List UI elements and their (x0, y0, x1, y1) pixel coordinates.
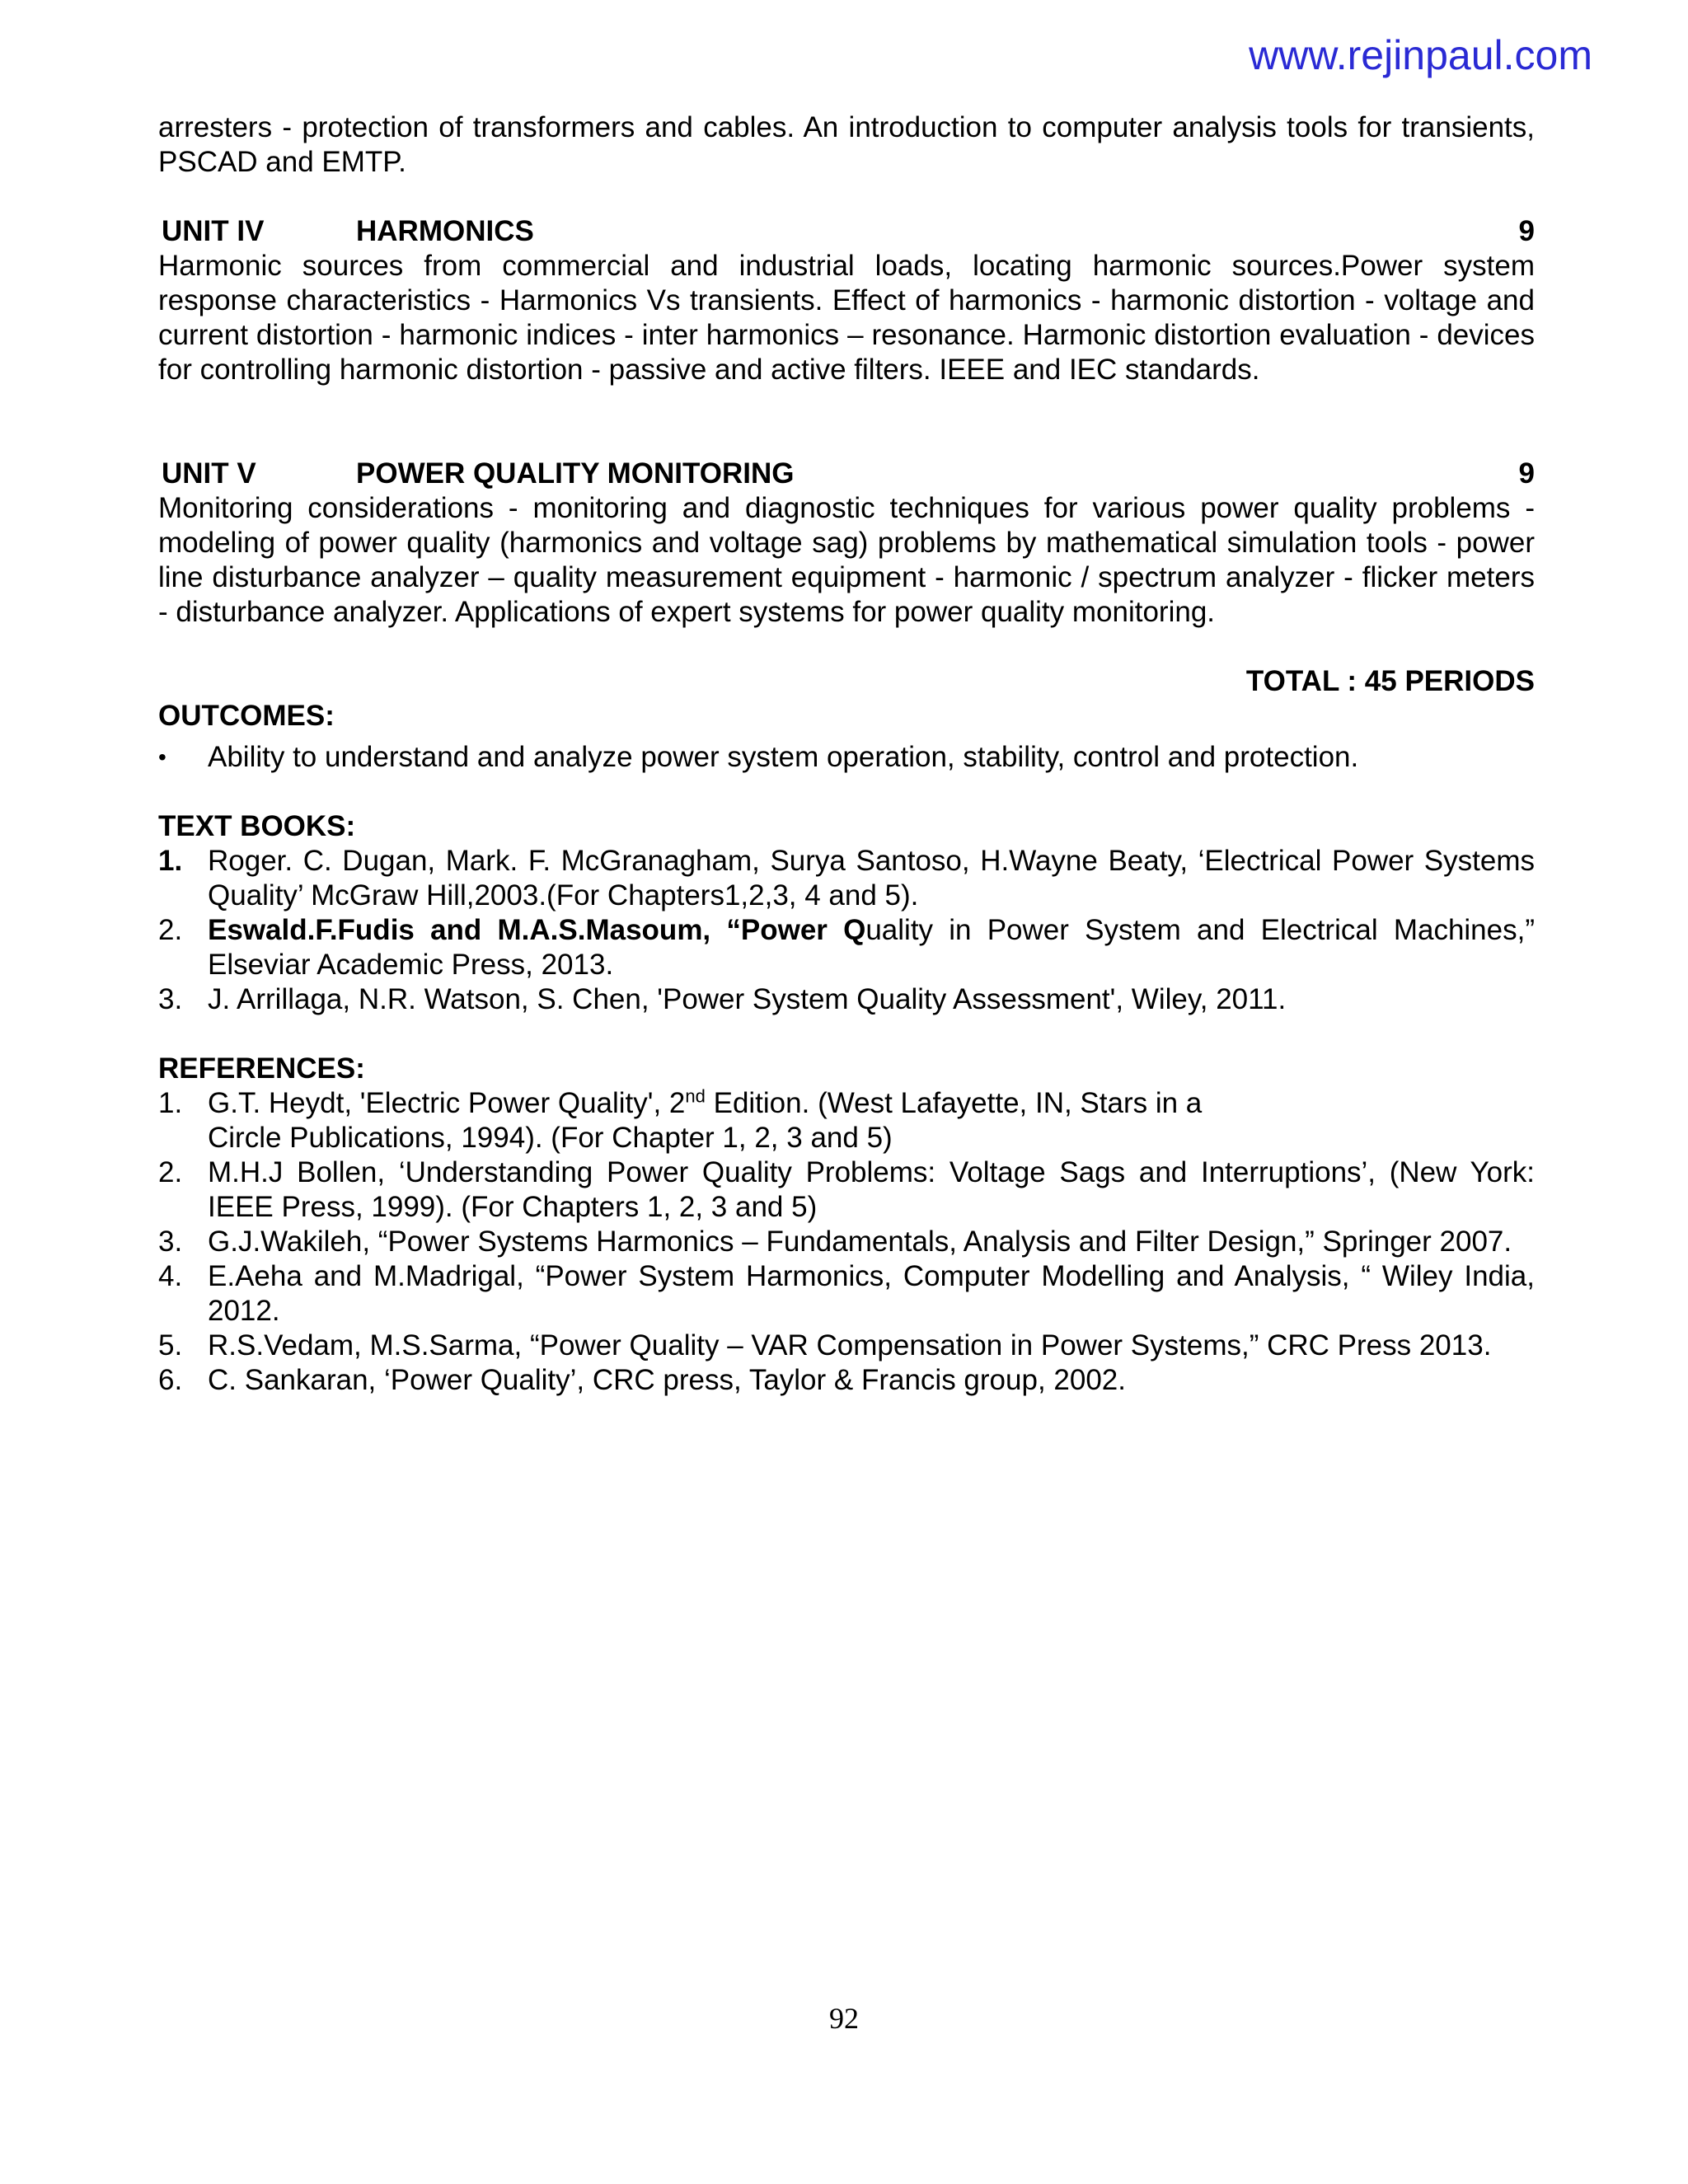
unit5-heading (158, 457, 1535, 491)
ref1-line2: Circle Publications, 1994). (For Chapter 1, 2, 3 and 5) (208, 1122, 893, 1154)
item-text: J. Arrillaga, N.R. Watson, S. Chen, 'Power System Quality Assessment', Wiley, 2011. (208, 983, 1287, 1015)
page-number: 92 (829, 2002, 859, 2035)
bullet-icon: • (158, 744, 166, 770)
references-heading: REFERENCES: (158, 1052, 365, 1085)
outcome-item (158, 740, 1535, 775)
item-text: C. Sankaran, ‘Power Quality’, CRC press, Taylor & Francis group, 2002. (208, 1364, 1126, 1396)
item-number: 1. (158, 1087, 183, 1119)
list-item (158, 844, 1535, 913)
list-item (158, 982, 1535, 1017)
item-text: G.J.Wakileh, “Power Systems Harmonics – Fundamentals, Analysis and Filter Design,” Springer 2007. (208, 1226, 1512, 1258)
unit4-hours: 9 (1518, 215, 1535, 247)
outcome-text: Ability to understand and analyze power system operation, stability, control and protection. (208, 741, 1359, 773)
unit4-title: HARMONICS (356, 215, 534, 247)
list-item (158, 913, 1535, 982)
item-text: Roger. C. Dugan, Mark. F. McGranagham, Surya Santoso, H.Wayne Beaty, ‘Electrical Power Systems Quality’ McGraw Hill,2003.(For Chapters1,2,3, 4 and 5). (208, 845, 1535, 912)
item-rest-text: uality in Power System and Electrical Machines,” Elseviar Academic Press, 2013. (208, 914, 1535, 981)
item-text: R.S.Vedam, M.S.Sarma, “Power Quality – VAR Compensation in Power Systems,” CRC Press 2013. (208, 1329, 1492, 1361)
outcomes-heading: OUTCOMES: (158, 700, 335, 732)
item-number: 3. (158, 1226, 183, 1258)
item-number: 2. (158, 1156, 183, 1188)
references-list (158, 1086, 1535, 1398)
textbooks-list (158, 844, 1535, 1017)
watermark-link[interactable]: www.rejinpaul.com (1249, 32, 1592, 78)
item-bold-text: Eswald.F.Fudis and M.A.S.Masoum, “Power Q (208, 914, 866, 946)
intro-paragraph: arresters - protection of transformers and cables. An introduction to computer analysis tools for transients, PSCAD and EMTP. (158, 111, 1535, 178)
item-text: E.Aeha and M.Madrigal, “Power System Harmonics, Computer Modelling and Analysis, “ Wiley India, 2012. (208, 1260, 1535, 1327)
item-number: 6. (158, 1364, 183, 1396)
list-item (158, 1225, 1535, 1259)
unit4-body: Harmonic sources from commercial and industrial loads, locating harmonic sources.Power system response characteristics - Harmonics Vs transients. Effect of harmonics - harmonic distortion - voltage and current distortion - harmonic indices - inter harmonics – resonance. Harmonic distortion evaluation - devices for controlling harmonic distortion - passive and active filters. IEEE and IEC standards. (158, 250, 1535, 386)
page-content (158, 110, 1535, 1398)
total-periods: TOTAL : 45 PERIODS (1245, 665, 1535, 697)
item-text (208, 1086, 1535, 1155)
item-number: 5. (158, 1329, 183, 1361)
list-item (158, 1329, 1535, 1363)
unit5-body: Monitoring considerations - monitoring and diagnostic techniques for various power quality problems - modeling of power quality (harmonics and voltage sag) problems by mathematical simulation tools - power line disturbance analyzer – quality measurement equipment - harmonic / spectrum analyzer - flicker meters - disturbance analyzer. Applications of expert systems for power quality monitoring. (158, 492, 1535, 628)
ref1-superscript: nd (685, 1085, 706, 1107)
item-number: 3. (158, 983, 183, 1015)
item-text: M.H.J Bollen, ‘Understanding Power Quality Problems: Voltage Sags and Interruptions’, (New York: IEEE Press, 1999). (For Chapters 1, 2, 3 and 5) (208, 1156, 1535, 1223)
list-item (158, 1363, 1535, 1398)
unit4-label: UNIT IV (162, 215, 265, 247)
item-text (208, 913, 1535, 982)
unit5-label: UNIT V (162, 457, 256, 490)
ref1-line1a: G.T. Heydt, 'Electric Power Quality', 2 (208, 1087, 686, 1119)
list-item (158, 1155, 1535, 1225)
list-item (158, 1086, 1535, 1155)
item-number: 2. (158, 914, 183, 946)
item-number: 1. (158, 845, 183, 877)
list-item (158, 1259, 1535, 1329)
textbooks-heading: TEXT BOOKS: (158, 810, 356, 842)
ref1-line1b: Edition. (West Lafayette, IN, Stars in a (705, 1087, 1203, 1119)
unit4-heading (158, 214, 1535, 249)
unit5-hours: 9 (1518, 457, 1535, 490)
item-number: 4. (158, 1260, 183, 1292)
unit5-title: POWER QUALITY MONITORING (356, 457, 795, 490)
